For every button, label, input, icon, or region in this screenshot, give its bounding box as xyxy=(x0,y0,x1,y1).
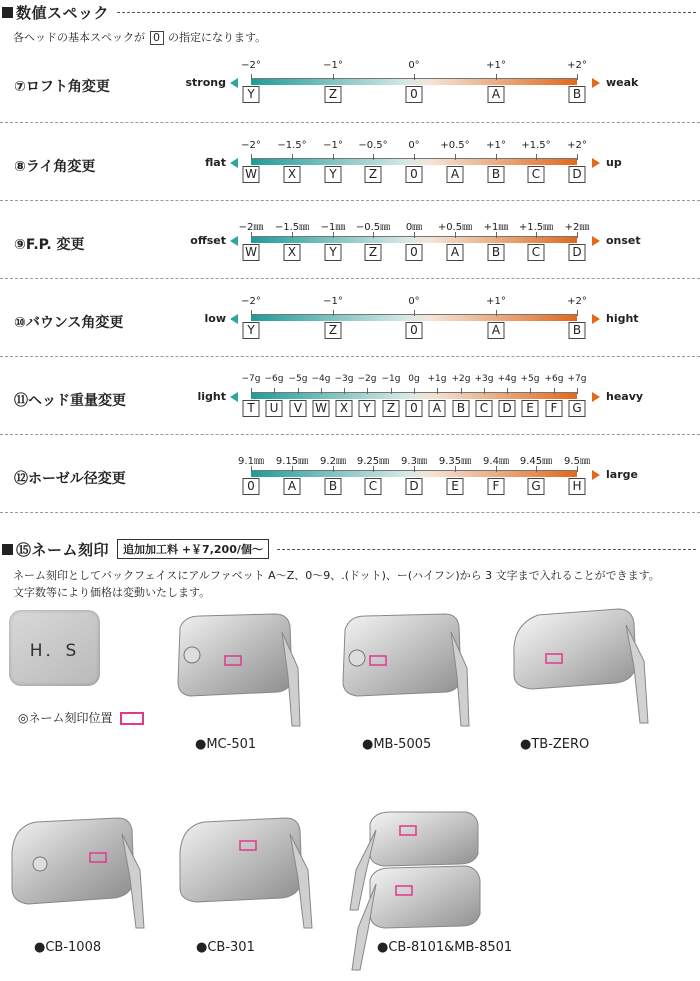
spec-code-box: A xyxy=(447,166,464,183)
arrow-right-icon xyxy=(592,236,600,246)
spec-code-box: Y xyxy=(325,244,342,261)
spec-code-box: T xyxy=(243,400,260,417)
club-image-tb-zero xyxy=(508,605,668,730)
spec-code-box: 0 xyxy=(406,86,423,103)
scale-value: 0° xyxy=(408,296,420,307)
arrow-right-icon xyxy=(592,158,600,168)
scale-tick xyxy=(251,154,252,160)
spec-code-box: Z xyxy=(325,86,342,103)
section-header-engraving xyxy=(0,539,700,559)
row-divider xyxy=(0,512,700,513)
arrow-right-icon xyxy=(592,392,600,402)
row-divider xyxy=(0,200,700,201)
scale-tick xyxy=(554,388,555,394)
scale-value: 9.25㎜ xyxy=(356,456,390,467)
scale-tick xyxy=(414,154,415,160)
section-divider xyxy=(277,549,696,550)
scale-value: −0.5㎜ xyxy=(355,222,391,233)
scale-tick xyxy=(577,154,578,160)
spec-code-box: C xyxy=(365,478,382,495)
spec-code-box: Y xyxy=(325,166,342,183)
scale-tick xyxy=(455,154,456,160)
scale-tick xyxy=(274,388,275,394)
right-direction-label: weak xyxy=(606,76,639,89)
engraving-position-marker xyxy=(120,712,144,725)
scale-value: −1.5㎜ xyxy=(274,222,310,233)
right-direction-label: heavy xyxy=(606,390,644,403)
spec-code-box: A xyxy=(488,86,505,103)
section-header-spec xyxy=(0,2,700,22)
scale-tick xyxy=(577,74,578,80)
spec-code-box: A xyxy=(488,322,505,339)
spec-note-after: の指定になります。 xyxy=(168,31,267,44)
spec-row-left-direction xyxy=(205,312,239,325)
scale-tick xyxy=(496,154,497,160)
left-direction-label: strong xyxy=(185,76,226,89)
spec-row-label: ⑦ロフト角変更 xyxy=(14,79,110,95)
scale-tick xyxy=(367,388,368,394)
club-name-mc-501: ●MC-501 xyxy=(195,737,257,752)
spec-note xyxy=(13,29,266,45)
scale-value: 0° xyxy=(408,60,420,71)
right-direction-label: up xyxy=(606,156,622,169)
scale-value: 0㎜ xyxy=(405,222,423,233)
scale-value: +2° xyxy=(567,140,587,151)
scale-value: 9.3㎜ xyxy=(401,456,427,467)
spec-row-left-direction xyxy=(205,156,238,169)
spec-code-box: 0 xyxy=(406,244,423,261)
scale-value: −0.5° xyxy=(358,140,388,151)
spec-row-label: ⑪ヘッド重量変更 xyxy=(14,393,126,409)
club-image-mb-5005 xyxy=(337,608,487,733)
spec-row-label: ⑧ライ角変更 xyxy=(14,159,96,175)
scale-tick xyxy=(391,388,392,394)
arrow-right-icon xyxy=(592,314,600,324)
spec-row-label: ⑩バウンス角変更 xyxy=(14,315,124,331)
spec-code-box: Z xyxy=(325,322,342,339)
spec-code-box: H xyxy=(569,478,586,495)
spec-code-box: D xyxy=(569,166,586,183)
scale-tick xyxy=(414,310,415,316)
scale-tick xyxy=(251,310,252,316)
arrow-left-icon xyxy=(230,236,238,246)
right-direction-label: hight xyxy=(606,312,639,325)
scale-value: +7g xyxy=(567,374,587,384)
spec-code-box: B xyxy=(488,166,505,183)
arrow-left-icon xyxy=(230,78,238,88)
spec-code-box: D xyxy=(406,478,423,495)
scale-tick xyxy=(251,74,252,80)
spec-code-box: Y xyxy=(359,400,376,417)
row-divider xyxy=(0,122,700,123)
spec-code-box: G xyxy=(528,478,545,495)
scale-tick xyxy=(414,388,415,394)
scale-value: +1° xyxy=(486,140,506,151)
scale-value: −5g xyxy=(288,374,308,384)
scale-value: +1.5° xyxy=(521,140,551,151)
row-divider xyxy=(0,434,700,435)
scale-value: −1㎜ xyxy=(320,222,346,233)
scale-value: +4g xyxy=(497,374,517,384)
scale-value: +1g xyxy=(427,374,447,384)
spec-row-right-direction xyxy=(592,312,639,325)
club-image-mc-501 xyxy=(170,608,320,733)
scale-value: −2g xyxy=(357,374,377,384)
spec-code-box: A xyxy=(447,244,464,261)
spec-row-left-direction xyxy=(190,234,238,247)
section-bullet xyxy=(2,544,13,555)
scale-value: 9.35㎜ xyxy=(438,456,472,467)
spec-note-zero-box: 0 xyxy=(150,31,164,45)
spec-code-box: B xyxy=(453,400,470,417)
scale-tick xyxy=(496,74,497,80)
scale-value: +2° xyxy=(567,60,587,71)
spec-row-label: ⑫ホーゼル径変更 xyxy=(14,471,126,487)
scale-value: +1.5㎜ xyxy=(518,222,554,233)
spec-code-box: X xyxy=(284,244,301,261)
scale-value: 9.15㎜ xyxy=(275,456,309,467)
scale-value: 0° xyxy=(408,140,420,151)
spec-code-box: Y xyxy=(243,86,260,103)
left-direction-label: light xyxy=(197,390,226,403)
spec-row-left-direction xyxy=(197,390,238,403)
scale-value: −2° xyxy=(241,140,261,151)
spec-code-box: Z xyxy=(365,166,382,183)
scale-tick xyxy=(507,388,508,394)
spec-row-right-direction xyxy=(592,156,622,169)
scale-value: +2g xyxy=(451,374,471,384)
spec-code-box: G xyxy=(569,400,586,417)
spec-row-right-direction xyxy=(592,468,638,481)
spec-code-box: Y xyxy=(243,322,260,339)
scale-value: 9.2㎜ xyxy=(320,456,346,467)
right-direction-label: onset xyxy=(606,234,641,247)
scale-value: −6g xyxy=(264,374,284,384)
scale-tick xyxy=(530,388,531,394)
scale-value: −2° xyxy=(241,296,261,307)
scale-value: −1.5° xyxy=(277,140,307,151)
engraving-sample-plate xyxy=(9,610,100,686)
spec-code-box: V xyxy=(290,400,307,417)
spec-code-box: E xyxy=(447,478,464,495)
scale-tick xyxy=(437,388,438,394)
scale-value: −3g xyxy=(334,374,354,384)
club-name-tb-zero: ●TB-ZERO xyxy=(520,737,590,752)
spec-code-box: A xyxy=(429,400,446,417)
engraving-position-legend xyxy=(18,709,144,726)
scale-tick xyxy=(251,388,252,394)
scale-value: −1° xyxy=(323,140,343,151)
scale-value: +6g xyxy=(544,374,564,384)
spec-code-box: C xyxy=(476,400,493,417)
engraving-title: ⑮ネーム刻印 xyxy=(16,540,110,559)
spec-code-box: B xyxy=(325,478,342,495)
spec-code-box: A xyxy=(284,478,301,495)
section-bullet xyxy=(2,7,13,18)
scale-tick xyxy=(577,388,578,394)
engraving-desc-line2: 文字数等により価格は変動いたします。 xyxy=(13,586,211,599)
scale-value: +0.5° xyxy=(440,140,470,151)
scale-tick xyxy=(577,310,578,316)
arrow-left-icon xyxy=(230,392,238,402)
scale-value: 9.45㎜ xyxy=(519,456,553,467)
row-divider xyxy=(0,356,700,357)
arrow-left-icon xyxy=(230,314,238,324)
spec-code-box: 0 xyxy=(406,166,423,183)
club-image-cb-301 xyxy=(176,812,336,932)
spec-row-label: ⑨F.P. 変更 xyxy=(14,237,85,253)
spec-code-box: U xyxy=(266,400,283,417)
club-name-cb-8101-mb-8501: ●CB-8101&MB-8501 xyxy=(377,940,513,955)
section-divider xyxy=(117,12,696,13)
scale-value: 9.1㎜ xyxy=(238,456,264,467)
arrow-right-icon xyxy=(592,78,600,88)
scale-value: −1g xyxy=(381,374,401,384)
spec-row-right-direction xyxy=(592,234,641,247)
club-image-cb-1008 xyxy=(6,812,166,932)
spec-code-box: W xyxy=(243,166,260,183)
club-name-cb-301: ●CB-301 xyxy=(196,940,255,955)
spec-row-right-direction xyxy=(592,76,638,89)
scale-tick xyxy=(292,154,293,160)
scale-tick xyxy=(298,388,299,394)
spec-code-box: D xyxy=(499,400,516,417)
scale-value: +1° xyxy=(486,296,506,307)
spec-code-box: B xyxy=(569,86,586,103)
scale-value: −7g xyxy=(241,374,261,384)
engraving-fee-badge: 追加加工料 +￥7,200/個〜 xyxy=(117,539,269,559)
spec-code-box: D xyxy=(569,244,586,261)
arrow-right-icon xyxy=(592,470,600,480)
scale-tick xyxy=(333,74,334,80)
scale-tick xyxy=(461,388,462,394)
spec-code-box: F xyxy=(546,400,563,417)
spec-code-box: C xyxy=(528,244,545,261)
spec-code-box: X xyxy=(284,166,301,183)
spec-code-box: C xyxy=(528,166,545,183)
left-direction-label: low xyxy=(204,312,226,325)
scale-value: +2° xyxy=(567,296,587,307)
spec-code-box: Z xyxy=(383,400,400,417)
club-name-mb-5005: ●MB-5005 xyxy=(362,737,432,752)
spec-code-box: B xyxy=(569,322,586,339)
scale-tick xyxy=(373,154,374,160)
row-divider xyxy=(0,278,700,279)
scale-value: +1° xyxy=(486,60,506,71)
spec-code-box: B xyxy=(488,244,505,261)
scale-tick xyxy=(484,388,485,394)
engraving-position-label: ◎ネーム刻印位置 xyxy=(18,711,113,725)
right-direction-label: large xyxy=(606,468,638,481)
spec-code-box: E xyxy=(522,400,539,417)
scale-value: +5g xyxy=(520,374,540,384)
scale-value: −2° xyxy=(241,60,261,71)
spec-code-box: 0 xyxy=(406,322,423,339)
scale-value: +1㎜ xyxy=(483,222,509,233)
spec-code-box: X xyxy=(336,400,353,417)
scale-value: 9.4㎜ xyxy=(483,456,509,467)
scale-tick xyxy=(333,310,334,316)
scale-value: −1° xyxy=(323,296,343,307)
scale-value: +3g xyxy=(474,374,494,384)
spec-row-left-direction xyxy=(186,76,239,89)
scale-tick xyxy=(536,154,537,160)
spec-row-right-direction xyxy=(592,390,643,403)
spec-note-before: 各ヘッドの基本スペックが xyxy=(13,31,145,44)
spec-code-box: 0 xyxy=(243,478,260,495)
scale-tick xyxy=(414,74,415,80)
scale-value: 9.5㎜ xyxy=(564,456,590,467)
scale-value: −4g xyxy=(311,374,331,384)
spec-code-box: W xyxy=(243,244,260,261)
scale-tick xyxy=(496,310,497,316)
engraving-sample-text: H．S xyxy=(29,640,80,661)
scale-value: −2㎜ xyxy=(238,222,264,233)
scale-tick xyxy=(321,388,322,394)
scale-value: −1° xyxy=(323,60,343,71)
spec-code-box: W xyxy=(313,400,330,417)
section-title: 数値スペック xyxy=(16,3,110,22)
scale-value: +0.5㎜ xyxy=(437,222,473,233)
scale-value: 0g xyxy=(408,374,420,384)
arrow-left-icon xyxy=(230,158,238,168)
engraving-desc-line1: ネーム刻印としてバックフェイスにアルファベット A〜Z、0〜9、.(ドット)、ー(ハイフン)から 3 文字まで入れることができます。 xyxy=(13,569,660,582)
spec-code-box: Z xyxy=(365,244,382,261)
scale-tick xyxy=(333,154,334,160)
scale-value: +2㎜ xyxy=(564,222,590,233)
club-name-cb-1008: ●CB-1008 xyxy=(34,940,102,955)
scale-tick xyxy=(344,388,345,394)
spec-code-box: F xyxy=(488,478,505,495)
left-direction-label: flat xyxy=(205,156,226,169)
left-direction-label: offset xyxy=(190,234,226,247)
spec-code-box: 0 xyxy=(406,400,423,417)
